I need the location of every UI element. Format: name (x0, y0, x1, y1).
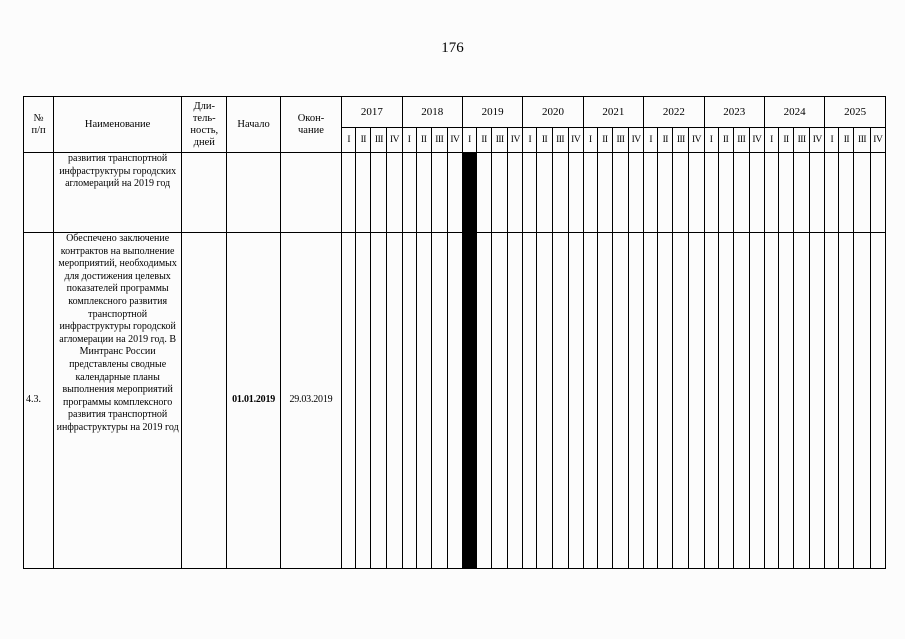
quarter-header: II (356, 128, 371, 153)
year-header: 2017 (342, 97, 402, 128)
quarter-header: I (462, 128, 476, 153)
quarter-cell (644, 233, 658, 569)
quarter-cell (597, 233, 612, 569)
gantt-table (23, 96, 886, 569)
quarter-cell (508, 153, 523, 233)
header-row-years (24, 97, 886, 128)
quarter-cell (764, 153, 778, 233)
quarter-header: I (644, 128, 658, 153)
quarter-cell (689, 153, 704, 233)
quarter-header: IV (810, 128, 825, 153)
quarter-header: II (416, 128, 431, 153)
quarter-header: III (371, 128, 387, 153)
row-num: 4.3. (24, 233, 54, 569)
quarter-header: IV (508, 128, 523, 153)
quarter-cell (718, 153, 733, 233)
quarter-cell (779, 153, 794, 233)
quarter-cell (523, 233, 537, 569)
quarter-cell (854, 153, 870, 233)
quarter-cell (583, 233, 597, 569)
quarter-cell (342, 153, 356, 233)
quarter-cell (492, 233, 508, 569)
quarter-header: III (492, 128, 508, 153)
quarter-cell (673, 233, 689, 569)
row-name: развития транспортной инфраструктуры городских агломераций на 2019 год (54, 153, 182, 233)
quarter-cell (612, 233, 628, 569)
quarter-cell (644, 153, 658, 233)
quarter-header: II (537, 128, 552, 153)
quarter-cell (658, 153, 673, 233)
quarter-cell (342, 233, 356, 569)
quarter-cell (779, 233, 794, 569)
quarter-cell (658, 233, 673, 569)
quarter-cell (387, 153, 402, 233)
quarter-cell (749, 153, 764, 233)
header-end: Окон- чание (280, 97, 341, 153)
quarter-cell (870, 233, 885, 569)
quarter-cell (537, 153, 552, 233)
gantt-bar (462, 233, 476, 569)
quarter-cell (704, 153, 718, 233)
quarter-header: I (764, 128, 778, 153)
quarter-cell (612, 153, 628, 233)
year-header: 2020 (523, 97, 583, 128)
quarter-header: III (673, 128, 689, 153)
quarter-header: I (704, 128, 718, 153)
quarter-header: IV (629, 128, 644, 153)
year-header: 2024 (764, 97, 824, 128)
quarter-cell (477, 153, 492, 233)
quarter-cell (568, 153, 583, 233)
quarter-header: II (477, 128, 492, 153)
page-number: 176 (441, 40, 464, 56)
quarter-cell (629, 153, 644, 233)
quarter-cell (568, 233, 583, 569)
quarter-cell (718, 233, 733, 569)
header-name: Наименование (54, 97, 182, 153)
row-num (24, 153, 54, 233)
quarter-cell (356, 153, 371, 233)
quarter-cell (839, 153, 854, 233)
quarter-cell (387, 233, 402, 569)
quarter-cell (794, 153, 810, 233)
quarter-header: III (794, 128, 810, 153)
quarter-cell (733, 153, 749, 233)
quarter-cell (825, 233, 839, 569)
quarter-header: II (597, 128, 612, 153)
quarter-cell (477, 233, 492, 569)
quarter-cell (583, 153, 597, 233)
quarter-cell (537, 233, 552, 569)
quarter-cell (629, 233, 644, 569)
quarter-header: IV (568, 128, 583, 153)
row-name: Обеспечено заключение контрактов на выполнение мероприятий, необходимых для достижения целевых показателей программы комплексного развития транспортной инфраструктуры городской агломерации на 2019 год. В Минтранс России представлены сводные календарные планы выполнения мероприятий программы комплексного развития транспортной инфраструктуры на 2019 год (54, 233, 182, 569)
quarter-header: I (583, 128, 597, 153)
quarter-header: I (402, 128, 416, 153)
quarter-cell (749, 233, 764, 569)
quarter-cell (810, 233, 825, 569)
quarter-header: IV (749, 128, 764, 153)
quarter-cell (597, 153, 612, 233)
quarter-cell (689, 233, 704, 569)
quarter-cell (356, 233, 371, 569)
quarter-cell (431, 153, 447, 233)
quarter-cell (764, 233, 778, 569)
quarter-cell (825, 153, 839, 233)
quarter-header: III (431, 128, 447, 153)
quarter-cell (733, 233, 749, 569)
year-header: 2022 (644, 97, 704, 128)
quarter-header: II (779, 128, 794, 153)
year-header: 2023 (704, 97, 764, 128)
quarter-header: I (523, 128, 537, 153)
quarter-header: II (718, 128, 733, 153)
quarter-cell (371, 233, 387, 569)
quarter-cell (870, 153, 885, 233)
year-header: 2019 (462, 97, 522, 128)
quarter-header: I (342, 128, 356, 153)
quarter-cell (794, 233, 810, 569)
quarter-cell (447, 233, 462, 569)
quarter-cell (552, 233, 568, 569)
quarter-cell (552, 153, 568, 233)
year-header: 2018 (402, 97, 462, 128)
quarter-cell (447, 153, 462, 233)
quarter-header: I (825, 128, 839, 153)
row-duration (182, 233, 227, 569)
quarter-cell (854, 233, 870, 569)
quarter-header: III (854, 128, 870, 153)
row-start (227, 153, 280, 233)
quarter-cell (371, 153, 387, 233)
year-header: 2025 (825, 97, 886, 128)
quarter-header: IV (387, 128, 402, 153)
quarter-header: IV (689, 128, 704, 153)
quarter-header: III (612, 128, 628, 153)
quarter-header: II (839, 128, 854, 153)
quarter-header: IV (870, 128, 885, 153)
quarter-header: III (552, 128, 568, 153)
row-end: 29.03.2019 (280, 233, 341, 569)
quarter-cell (523, 153, 537, 233)
quarter-cell (431, 233, 447, 569)
table-row (24, 153, 886, 233)
quarter-cell (402, 153, 416, 233)
header-duration: Дли- тель- ность, дней (182, 97, 227, 153)
quarter-cell (839, 233, 854, 569)
quarter-cell (704, 233, 718, 569)
row-end (280, 153, 341, 233)
header-num: № п/п (24, 97, 54, 153)
quarter-cell (810, 153, 825, 233)
gantt-bar (462, 153, 476, 233)
quarter-cell (492, 153, 508, 233)
header-start: Начало (227, 97, 280, 153)
quarter-cell (416, 153, 431, 233)
quarter-header: II (658, 128, 673, 153)
quarter-cell (402, 233, 416, 569)
row-duration (182, 153, 227, 233)
table-row (24, 233, 886, 569)
quarter-header: IV (447, 128, 462, 153)
row-start: 01.01.2019 (227, 233, 280, 569)
quarter-cell (416, 233, 431, 569)
year-header: 2021 (583, 97, 643, 128)
quarter-header: III (733, 128, 749, 153)
quarter-cell (508, 233, 523, 569)
quarter-cell (673, 153, 689, 233)
